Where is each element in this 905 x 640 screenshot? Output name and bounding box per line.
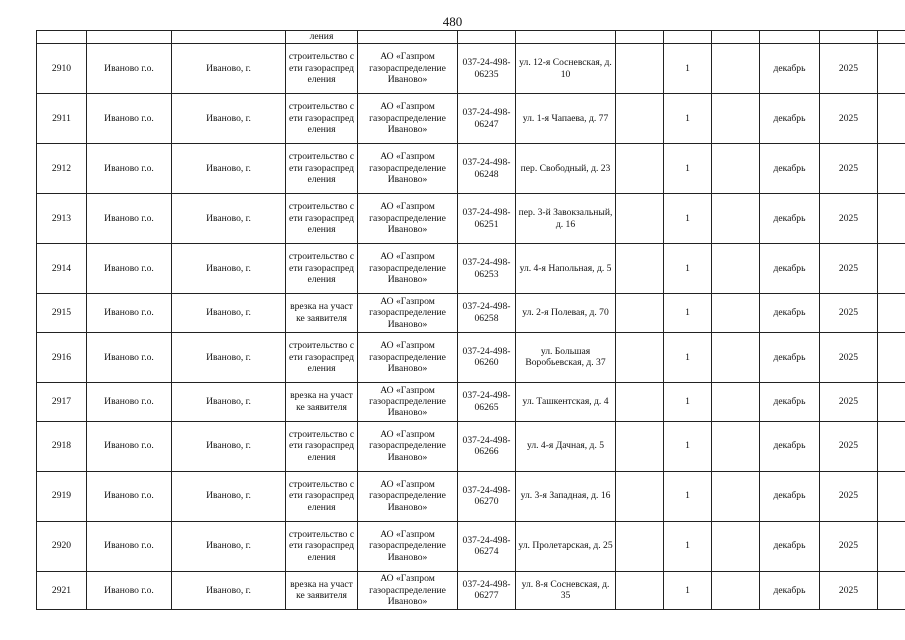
row-purpose: строительство сети газораспределения <box>286 194 358 244</box>
row-empty-3 <box>878 382 905 421</box>
row-empty-1 <box>616 421 664 471</box>
row-okrug: Иваново г.о. <box>87 471 172 521</box>
row-organization: АО «Газпром газораспределение Иваново» <box>358 194 458 244</box>
table-row <box>37 194 905 244</box>
continued-row <box>37 31 905 44</box>
row-address: ул. 12-я Сосневская, д. 10 <box>516 44 616 94</box>
row-quantity: 1 <box>664 144 712 194</box>
row-code: 037-24-498-06270 <box>458 471 516 521</box>
row-empty-1 <box>616 244 664 294</box>
row-settlement: Иваново, г. <box>172 332 286 382</box>
row-year: 2025 <box>820 44 878 94</box>
row-purpose: строительство сети газораспределения <box>286 44 358 94</box>
row-organization: АО «Газпром газораспределение Иваново» <box>358 244 458 294</box>
row-quantity: 1 <box>664 521 712 571</box>
row-quantity: 1 <box>664 421 712 471</box>
table-row <box>37 571 905 610</box>
row-number: 2914 <box>37 244 87 294</box>
row-empty-3 <box>878 144 905 194</box>
row-empty-3 <box>878 521 905 571</box>
row-empty-2 <box>712 471 760 521</box>
row-empty-2 <box>712 94 760 144</box>
row-okrug: Иваново г.о. <box>87 144 172 194</box>
row-empty-3 <box>878 44 905 94</box>
row-empty-1 <box>616 332 664 382</box>
row-empty-3 <box>878 194 905 244</box>
row-number: 2917 <box>37 382 87 421</box>
row-empty-2 <box>712 521 760 571</box>
row-empty-3 <box>878 294 905 333</box>
row-purpose: строительство сети газораспределения <box>286 332 358 382</box>
row-code: 037-24-498-06260 <box>458 332 516 382</box>
row-address: ул. 1-я Чапаева, д. 77 <box>516 94 616 144</box>
row-code: 037-24-498-06248 <box>458 144 516 194</box>
row-code: 037-24-498-06266 <box>458 421 516 471</box>
table-row <box>37 471 905 521</box>
row-organization: АО «Газпром газораспределение Иваново» <box>358 332 458 382</box>
row-quantity: 1 <box>664 194 712 244</box>
row-number: 2913 <box>37 194 87 244</box>
registry-table <box>36 30 905 610</box>
row-organization: АО «Газпром газораспределение Иваново» <box>358 94 458 144</box>
row-year: 2025 <box>820 144 878 194</box>
row-empty-1 <box>616 471 664 521</box>
row-quantity: 1 <box>664 471 712 521</box>
table-row <box>37 94 905 144</box>
row-okrug: Иваново г.о. <box>87 571 172 610</box>
row-empty-2 <box>712 294 760 333</box>
row-quantity: 1 <box>664 44 712 94</box>
row-number: 2921 <box>37 571 87 610</box>
row-okrug: Иваново г.о. <box>87 244 172 294</box>
row-address: ул. 4-я Напольная, д. 5 <box>516 244 616 294</box>
row-month: декабрь <box>760 244 820 294</box>
row-month: декабрь <box>760 571 820 610</box>
row-number: 2910 <box>37 44 87 94</box>
row-address: ул. 8-я Сосневская, д. 35 <box>516 571 616 610</box>
row-empty-1 <box>616 294 664 333</box>
row-address: ул. 3-я Западная, д. 16 <box>516 471 616 521</box>
row-organization: АО «Газпром газораспределение Иваново» <box>358 421 458 471</box>
row-purpose: строительство сети газораспределения <box>286 521 358 571</box>
row-settlement: Иваново, г. <box>172 94 286 144</box>
table-row <box>37 382 905 421</box>
row-quantity: 1 <box>664 244 712 294</box>
row-settlement: Иваново, г. <box>172 471 286 521</box>
row-code: 037-24-498-06253 <box>458 244 516 294</box>
row-number: 2919 <box>37 471 87 521</box>
table-row <box>37 521 905 571</box>
row-settlement: Иваново, г. <box>172 294 286 333</box>
row-year: 2025 <box>820 94 878 144</box>
purpose-tail: ления <box>286 31 358 44</box>
row-settlement: Иваново, г. <box>172 44 286 94</box>
row-empty-2 <box>712 44 760 94</box>
row-okrug: Иваново г.о. <box>87 294 172 333</box>
row-empty-2 <box>712 571 760 610</box>
row-address: ул. Пролетарская, д. 25 <box>516 521 616 571</box>
row-okrug: Иваново г.о. <box>87 332 172 382</box>
row-purpose: строительство сети газораспределения <box>286 94 358 144</box>
row-purpose: строительство сети газораспределения <box>286 244 358 294</box>
row-settlement: Иваново, г. <box>172 194 286 244</box>
row-empty-1 <box>616 521 664 571</box>
row-empty-2 <box>712 332 760 382</box>
row-empty-3 <box>878 421 905 471</box>
row-year: 2025 <box>820 194 878 244</box>
row-organization: АО «Газпром газораспределение Иваново» <box>358 521 458 571</box>
row-quantity: 1 <box>664 294 712 333</box>
row-month: декабрь <box>760 421 820 471</box>
row-address: ул. 4-я Дачная, д. 5 <box>516 421 616 471</box>
row-empty-2 <box>712 244 760 294</box>
row-code: 037-24-498-06247 <box>458 94 516 144</box>
table-row <box>37 44 905 94</box>
row-empty-3 <box>878 94 905 144</box>
row-code: 037-24-498-06274 <box>458 521 516 571</box>
row-organization: АО «Газпром газораспределение Иваново» <box>358 144 458 194</box>
table-row <box>37 421 905 471</box>
row-address: ул. Ташкентская, д. 4 <box>516 382 616 421</box>
row-month: декабрь <box>760 294 820 333</box>
row-organization: АО «Газпром газораспределение Иваново» <box>358 382 458 421</box>
row-number: 2920 <box>37 521 87 571</box>
row-address: ул. 2-я Полевая, д. 70 <box>516 294 616 333</box>
row-quantity: 1 <box>664 571 712 610</box>
row-empty-1 <box>616 94 664 144</box>
row-month: декабрь <box>760 94 820 144</box>
row-code: 037-24-498-06251 <box>458 194 516 244</box>
row-empty-2 <box>712 194 760 244</box>
row-okrug: Иваново г.о. <box>87 521 172 571</box>
row-code: 037-24-498-06258 <box>458 294 516 333</box>
row-month: декабрь <box>760 332 820 382</box>
row-month: декабрь <box>760 471 820 521</box>
row-empty-1 <box>616 144 664 194</box>
row-empty-2 <box>712 144 760 194</box>
row-quantity: 1 <box>664 332 712 382</box>
row-empty-3 <box>878 571 905 610</box>
row-purpose: строительство сети газораспределения <box>286 471 358 521</box>
row-code: 037-24-498-06265 <box>458 382 516 421</box>
row-okrug: Иваново г.о. <box>87 421 172 471</box>
row-empty-1 <box>616 44 664 94</box>
row-year: 2025 <box>820 521 878 571</box>
row-purpose: строительство сети газораспределения <box>286 421 358 471</box>
row-address: пер. Свободный, д. 23 <box>516 144 616 194</box>
row-okrug: Иваново г.о. <box>87 94 172 144</box>
table-row <box>37 294 905 333</box>
row-empty-1 <box>616 382 664 421</box>
row-code: 037-24-498-06235 <box>458 44 516 94</box>
row-okrug: Иваново г.о. <box>87 44 172 94</box>
row-okrug: Иваново г.о. <box>87 194 172 244</box>
row-purpose: врезка на участке заявителя <box>286 382 358 421</box>
row-organization: АО «Газпром газораспределение Иваново» <box>358 571 458 610</box>
row-settlement: Иваново, г. <box>172 244 286 294</box>
row-purpose: врезка на участке заявителя <box>286 294 358 333</box>
row-code: 037-24-498-06277 <box>458 571 516 610</box>
row-settlement: Иваново, г. <box>172 571 286 610</box>
row-quantity: 1 <box>664 94 712 144</box>
row-empty-2 <box>712 421 760 471</box>
row-organization: АО «Газпром газораспределение Иваново» <box>358 44 458 94</box>
row-settlement: Иваново, г. <box>172 421 286 471</box>
row-empty-1 <box>616 194 664 244</box>
row-month: декабрь <box>760 194 820 244</box>
row-year: 2025 <box>820 571 878 610</box>
row-empty-2 <box>712 382 760 421</box>
row-okrug: Иваново г.о. <box>87 382 172 421</box>
row-address: пер. 3-й Завокзальный, д. 16 <box>516 194 616 244</box>
row-month: декабрь <box>760 144 820 194</box>
row-month: декабрь <box>760 382 820 421</box>
row-settlement: Иваново, г. <box>172 382 286 421</box>
row-purpose: строительство сети газораспределения <box>286 144 358 194</box>
page-number: 480 <box>442 14 463 29</box>
row-number: 2912 <box>37 144 87 194</box>
row-year: 2025 <box>820 382 878 421</box>
row-year: 2025 <box>820 471 878 521</box>
row-empty-3 <box>878 332 905 382</box>
table-row <box>37 332 905 382</box>
row-empty-3 <box>878 244 905 294</box>
row-number: 2915 <box>37 294 87 333</box>
row-address: ул. Большая Воробьевская, д. 37 <box>516 332 616 382</box>
row-year: 2025 <box>820 294 878 333</box>
row-number: 2916 <box>37 332 87 382</box>
row-year: 2025 <box>820 421 878 471</box>
table-row <box>37 244 905 294</box>
row-organization: АО «Газпром газораспределение Иваново» <box>358 294 458 333</box>
table-row <box>37 144 905 194</box>
row-year: 2025 <box>820 244 878 294</box>
row-organization: АО «Газпром газораспределение Иваново» <box>358 471 458 521</box>
row-number: 2918 <box>37 421 87 471</box>
row-number: 2911 <box>37 94 87 144</box>
row-month: декабрь <box>760 521 820 571</box>
row-month: декабрь <box>760 44 820 94</box>
row-year: 2025 <box>820 332 878 382</box>
row-settlement: Иваново, г. <box>172 521 286 571</box>
row-purpose: врезка на участке заявителя <box>286 571 358 610</box>
row-empty-1 <box>616 571 664 610</box>
row-settlement: Иваново, г. <box>172 144 286 194</box>
row-quantity: 1 <box>664 382 712 421</box>
row-empty-3 <box>878 471 905 521</box>
